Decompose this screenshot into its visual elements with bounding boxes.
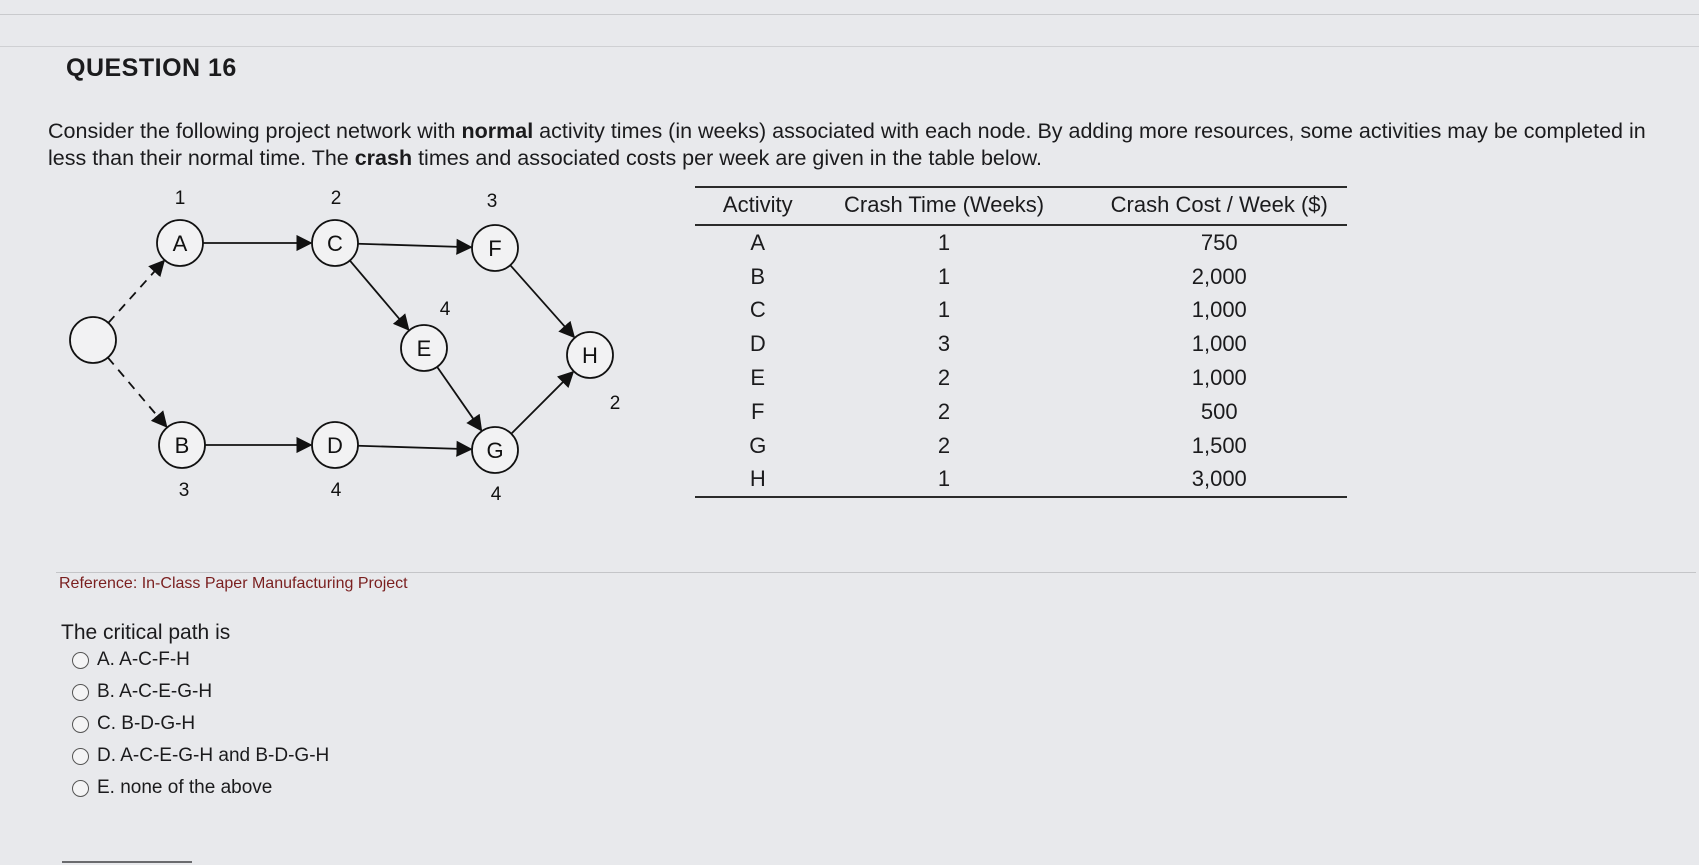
option-b[interactable] — [72, 681, 212, 703]
table-row — [695, 395, 1347, 429]
option-label: C. B-D-G-H — [97, 713, 196, 734]
cell-crash-cost: 500 — [1200, 398, 1238, 424]
cell-activity: H — [695, 463, 821, 498]
option-label: E. none of the above — [97, 777, 273, 798]
cell-crash-cost: 1,500 — [1191, 432, 1247, 458]
node-time-A: 1 — [174, 188, 186, 209]
cell-crash-time: 1 — [821, 463, 1068, 498]
table-row — [695, 260, 1347, 294]
bottom-divider — [62, 861, 192, 863]
node-label-G: G — [486, 438, 504, 463]
radio-icon[interactable] — [72, 684, 89, 701]
radio-icon[interactable] — [72, 716, 89, 733]
question-text-part-2: activity times (in weeks) associated with each node. By adding more resources, some activities may be completed in less than their normal time. The — [48, 119, 1646, 170]
header-crash-time: Crash Time (Weeks) — [821, 187, 1068, 225]
node-label-D: D — [327, 433, 343, 458]
table-row — [695, 225, 1347, 260]
node-time-G: 4 — [490, 484, 502, 505]
cell-activity: D — [749, 331, 766, 357]
option-c[interactable] — [72, 713, 195, 735]
question-bold-crash: crash — [354, 146, 413, 170]
cell-crash-cost: 1,000 — [1191, 297, 1247, 323]
node-label-H: H — [582, 343, 598, 368]
table-row — [695, 463, 1347, 498]
option-label: A. A-C-F-H — [97, 649, 190, 670]
cell-activity: C — [749, 297, 766, 323]
option-label: D. A-C-E-G-H and B-D-G-H — [97, 745, 330, 766]
option-d[interactable] — [72, 745, 329, 767]
cell-activity: E — [750, 365, 766, 391]
option-e[interactable] — [72, 777, 272, 799]
node-label-F: F — [488, 236, 502, 261]
node-label-B: B — [174, 433, 190, 458]
cell-crash-time: 1 — [937, 297, 951, 323]
radio-icon[interactable] — [72, 748, 89, 765]
cell-crash-cost: 3,000 — [1068, 463, 1347, 498]
cell-crash-cost: 1,000 — [1191, 365, 1247, 391]
table-row — [695, 361, 1347, 395]
node-label-E: E — [416, 336, 432, 361]
node-label-C: C — [327, 231, 343, 256]
cell-activity: F — [751, 398, 765, 424]
cell-crash-cost: 2,000 — [1191, 263, 1247, 289]
node-start — [70, 317, 116, 363]
edge-start-A — [108, 261, 164, 323]
table-row — [695, 429, 1347, 463]
node-time-F: 3 — [486, 191, 498, 212]
node-time-C: 2 — [330, 188, 342, 209]
radio-icon[interactable] — [72, 652, 89, 669]
edge-D-G — [358, 446, 471, 450]
question-title: QUESTION 16 — [66, 54, 237, 82]
table-row — [695, 327, 1347, 361]
cell-crash-time: 1 — [937, 263, 951, 289]
project-network-diagram — [0, 0, 700, 520]
edge-C-E — [350, 261, 409, 330]
header-crash-cost: Crash Cost / Week ($) — [1068, 187, 1347, 225]
cell-crash-time: 2 — [937, 432, 951, 458]
question-text-part-3: times and associated costs per week are given in the table below. — [412, 146, 1042, 170]
cell-activity: A — [750, 229, 766, 255]
question-text-part-1: Consider the following project network with — [48, 119, 462, 143]
edge-E-G — [437, 367, 481, 430]
node-time-E: 4 — [439, 299, 451, 320]
cell-activity: B — [750, 263, 766, 289]
node-time-H: 2 — [609, 393, 621, 414]
header-activity: Activity — [695, 187, 821, 225]
edge-F-H — [510, 265, 574, 337]
reference-note: Reference: In-Class Paper Manufacturing Project — [59, 575, 408, 592]
question-prompt: The critical path is — [61, 621, 231, 644]
cell-crash-time: 3 — [937, 331, 951, 357]
node-time-B: 3 — [178, 480, 190, 501]
cell-crash-cost: 750 — [1200, 229, 1238, 255]
question-bold-normal: normal — [461, 119, 534, 143]
cell-activity: G — [749, 432, 767, 458]
node-time-D: 4 — [330, 480, 342, 501]
node-label-A: A — [172, 231, 188, 256]
reference-divider — [56, 572, 1696, 573]
option-a[interactable] — [72, 649, 190, 671]
table-row — [695, 294, 1347, 328]
cell-crash-cost: 1,000 — [1191, 331, 1247, 357]
radio-icon[interactable] — [72, 780, 89, 797]
cell-crash-time: 1 — [937, 229, 951, 255]
crash-table — [695, 186, 1347, 498]
option-label: B. A-C-E-G-H — [97, 681, 213, 702]
cell-crash-time: 2 — [937, 365, 951, 391]
edge-start-B — [108, 358, 167, 427]
cell-crash-time: 2 — [937, 398, 951, 424]
crash-table-header-row — [695, 187, 1347, 225]
edge-C-F — [358, 244, 471, 248]
edge-G-H — [511, 372, 573, 434]
